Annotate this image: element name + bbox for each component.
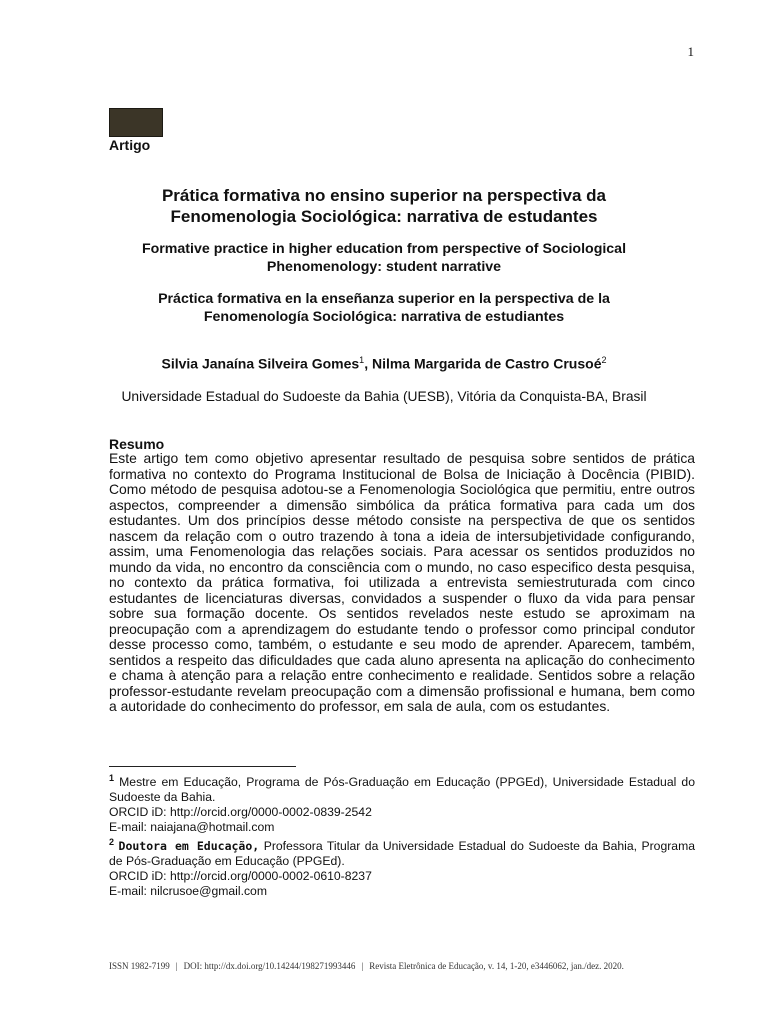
title-portuguese-line-2: Fenomenologia Sociológica: narrativa de estudantes — [170, 207, 598, 226]
running-footer — [109, 961, 695, 971]
section-color-block — [109, 108, 163, 137]
footnote-2-degree: Doutora em Educação, — [118, 839, 260, 854]
author-second: Nilma Margarida de Castro Crusoé — [371, 355, 602, 372]
footer-issn: ISSN 1982-7199 — [109, 961, 170, 971]
affiliation: Universidade Estadual do Sudoeste da Bahia (UESB), Vitória da Conquista-BA, Brasil — [121, 389, 647, 404]
footer-doi[interactable]: DOI: http://dx.doi.org/10.14244/198271993446 — [183, 961, 356, 971]
footnote-1 — [109, 771, 695, 805]
title-portuguese-line-1: Prática formativa no ensino superior na perspectiva da — [161, 186, 607, 205]
footnote-1-text: Mestre em Educação, Programa de Pós-Graduação em Educação (PPGEd), Universidade Estadual do Sudoeste da Bahia. — [109, 775, 695, 805]
author-second-footnote-mark[interactable]: 2 — [601, 355, 607, 365]
footnote-2-text: Professora Titular da Universidade Estadual do Sudoeste da Bahia, Programa de Pós-Graduação em Educação (PPGEd). — [109, 839, 696, 869]
footnote-1-email[interactable]: E-mail: naiajana@hotmail.com — [109, 820, 275, 835]
page-number: 1 — [687, 44, 694, 59]
title-english-line-2: Phenomenology: student narrative — [266, 259, 502, 275]
title-spanish — [90, 290, 678, 326]
title-portuguese — [90, 185, 678, 227]
footnotes — [109, 771, 695, 899]
footer-separator-2: | — [361, 961, 364, 971]
footnote-2-mark: 2 — [109, 837, 115, 848]
author-first: Silvia Janaína Silveira Gomes — [161, 355, 360, 372]
abstract-heading: Resumo — [109, 436, 165, 452]
author-first-footnote-mark[interactable]: 1 — [359, 355, 365, 365]
footnote-1-orcid[interactable]: ORCID iD: http://orcid.org/0000-0002-0839-2542 — [109, 805, 372, 820]
footnote-2 — [109, 835, 695, 869]
footnote-2-email[interactable]: E-mail: nilcrusoe@gmail.com — [109, 884, 267, 899]
abstract-body: Este artigo tem como objetivo apresentar resultado de pesquisa sobre sentidos de prática formativa no contexto do Programa Institucional de Bolsa de Iniciação à Docência (PIBID). Como método de pesquisa adotou-se a Fenomenologia Sociológica que permitiu, entre outros aspectos, compreender a dimensão simbólica da prática formativa para cada um dos estudantes. Um dos princípios desse método consiste na perspectiva de que os sentidos nascem da relação com o outro trazendo à tona a ideia de intersubjetividade configurando, assim, uma Fenomenologia das relações sociais. Para acessar os sentidos produzidos no mundo da vida, no encontro da consciência com o mundo, no caso especifico desta pesquisa, no contexto da prática formativa, foi utilizada a entrevista semiestruturada com cinco estudantes de licenciaturas diversas, convidados a suspender o fluxo da vida para pensar sobre sua formação docente. Os sentidos revelados neste estudo se aproximam na preocupação com a aprendizagem do estudante tendo o professor como principal condutor desse processo como, também, o estudante e seu modo de aprender. Aparecem, também, sentidos a respeito das dificuldades que cada aluno apresenta na aplicação do conhecimento e chama à atenção para a relação entre conhecimento e realidade. Sentidos sobre a relação professor-estudante revelam preocupação com a dimensão profissional e humana, bem como a autoridade do conhecimento do professor, em sala de aula, com os estudantes. — [109, 450, 695, 714]
author-separator: , — [364, 355, 369, 372]
footer-journal: Revista Eletrônica de Educação, v. 14, 1-20, e3446062, jan./dez. 2020. — [369, 961, 624, 971]
footnote-divider — [109, 766, 296, 767]
title-spanish-line-2: Fenomenología Sociológica: narrativa de estudiantes — [203, 309, 565, 325]
title-english — [90, 240, 678, 276]
section-label: Artigo — [109, 137, 151, 153]
author-list — [90, 355, 678, 372]
footnote-1-mark: 1 — [109, 773, 115, 783]
title-english-line-1: Formative practice in higher education from perspective of Sociological — [141, 241, 627, 257]
footer-separator-1: | — [175, 961, 178, 971]
footnote-2-orcid[interactable]: ORCID iD: http://orcid.org/0000-0002-0610-8237 — [109, 869, 372, 884]
title-spanish-line-1: Práctica formativa en la enseñanza superior en la perspectiva de la — [158, 291, 610, 307]
